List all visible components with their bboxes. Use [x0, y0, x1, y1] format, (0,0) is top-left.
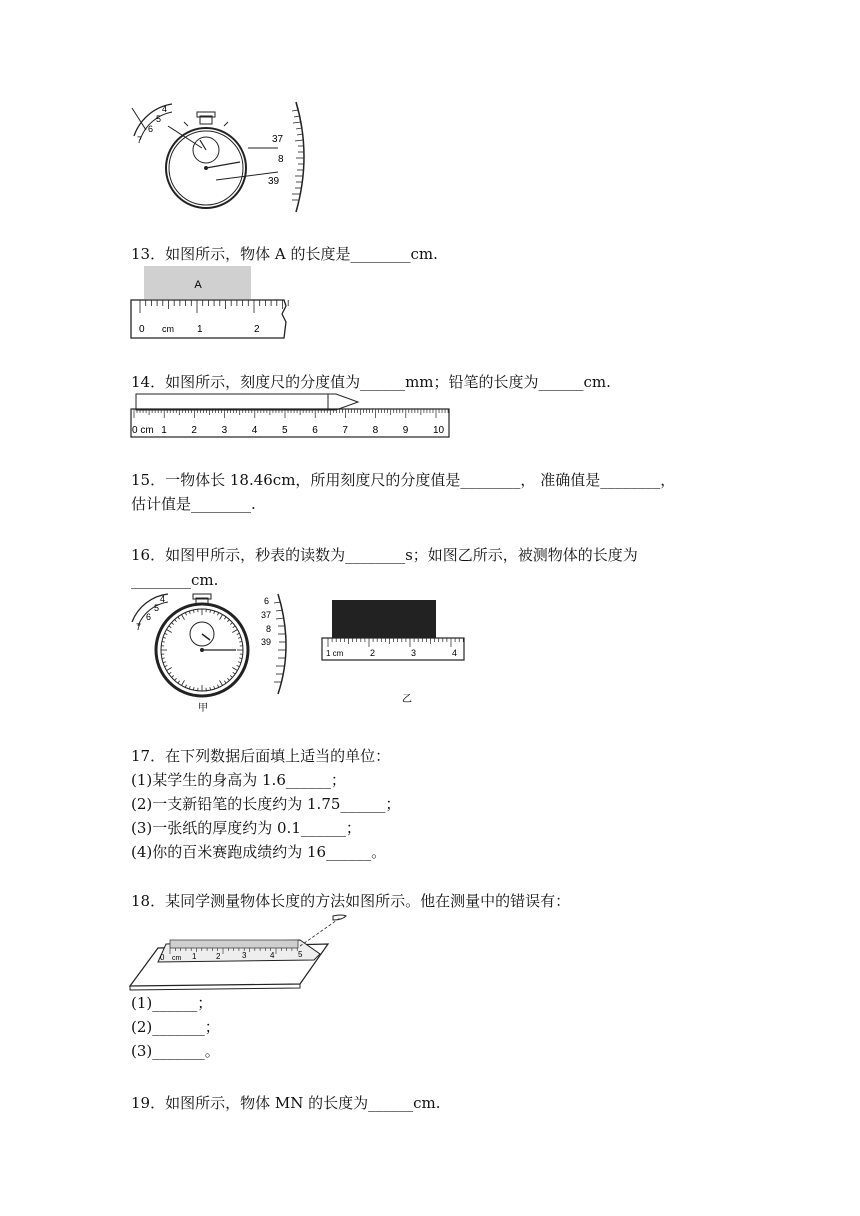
question-19-text: 19．如图所示，物体 MN 的长度为______cm. — [131, 1094, 441, 1112]
dial-tick — [178, 681, 180, 683]
top-small-dial-label: 6 — [148, 124, 154, 134]
q16-ruler-label: 4 — [452, 648, 458, 658]
q16-small-dial-label: 4 — [160, 594, 166, 604]
q16-big-dial-label: 6 — [264, 596, 270, 606]
dial-tick — [230, 675, 232, 677]
top-big-dial-label: 37 — [272, 134, 284, 145]
dial-tick — [169, 626, 171, 628]
q14-ruler-label: 8 — [372, 425, 379, 436]
question-17-item: (4)你的百米赛跑成绩约为 16______。 — [131, 843, 387, 861]
dial-tick — [224, 681, 226, 683]
q16-ruler-label: 3 — [411, 648, 417, 658]
q18-ruler-label: 5 — [298, 950, 303, 959]
question-15-line1: 15．一物体长 18.46cm，所用刻度尺的分度值是________， 准确值是________， — [131, 471, 676, 489]
q18-ruler-figure — [128, 910, 358, 992]
dial-tick — [227, 678, 229, 680]
stopwatch-figure-top — [128, 100, 318, 214]
dial-tick — [193, 687, 194, 690]
q13-ruler-label: 0 — [139, 324, 145, 335]
top-small-dial-label: 5 — [156, 114, 162, 124]
top-small-dial-label: 7 — [137, 135, 143, 145]
q14-ruler-figure — [130, 392, 452, 440]
question-15-line2: 估计值是________. — [131, 495, 256, 513]
question-16-line1: 16．如图甲所示，秒表的读数为________s；如图乙所示，被测物体的长度为 — [131, 546, 638, 564]
dial-tick — [224, 617, 226, 619]
q14-ruler-label: 6 — [312, 425, 318, 436]
dial-tick — [214, 686, 215, 689]
dial-tick — [185, 685, 186, 688]
q14-ruler-label: 4 — [251, 425, 258, 436]
dial-tick — [182, 680, 185, 685]
q16-big-dial-label: 37 — [261, 610, 272, 620]
dial-tick — [172, 623, 174, 625]
dial-tick — [239, 658, 242, 659]
dial-tick — [227, 620, 229, 622]
q14-ruler-label: 7 — [342, 425, 348, 436]
q14-ruler-label: 2 — [191, 425, 197, 436]
question-17-item: (2)一支新铅笔的长度约为 1.75______； — [131, 795, 401, 813]
dial-tick — [175, 620, 177, 622]
dial-tick — [166, 630, 171, 633]
label-jia: 甲 — [198, 703, 208, 714]
q13-ruler-label: 1 — [197, 324, 203, 335]
dial-tick — [238, 662, 241, 663]
question-17-item: (1)某学生的身高为 1.6______； — [131, 771, 346, 789]
dial-tick — [189, 611, 190, 614]
dial-tick — [217, 685, 218, 688]
stopwatch-figure-q16 — [128, 590, 298, 714]
q18-ruler-label: 3 — [242, 951, 247, 960]
q14-ruler-label: 3 — [221, 425, 228, 436]
dial-tick — [162, 641, 165, 642]
dial-tick — [217, 613, 218, 616]
q16-ruler-figure — [318, 598, 468, 706]
object-a-label: A — [194, 279, 202, 291]
dial-tick — [214, 611, 215, 614]
dial-tick — [165, 633, 168, 634]
q18-ruler-label: cm — [172, 955, 182, 962]
dial-tick — [178, 617, 180, 619]
q14-ruler-label: 5 — [282, 425, 288, 436]
dial-tick — [232, 630, 237, 633]
q16-small-dial-label: 7 — [136, 622, 142, 632]
question-18-title: 18．某同学测量物体长度的方法如图所示。他在测量中的错误有： — [131, 892, 571, 910]
dial-tick — [169, 672, 171, 674]
q14-ruler-label: 0 cm — [132, 425, 154, 436]
dial-tick — [232, 668, 237, 671]
question-17-item: (3)一张纸的厚度约为 0.1______； — [131, 819, 361, 837]
dial-tick — [220, 614, 223, 619]
question-14-text: 14．如图所示，刻度尺的分度值为______mm；铅笔的长度为______cm. — [131, 373, 611, 391]
label-yi: 乙 — [402, 694, 412, 705]
dial-tick — [182, 614, 185, 619]
q14-ruler-label: 1 — [161, 425, 167, 436]
dial-tick — [239, 641, 242, 642]
q13-ruler-label: 2 — [254, 324, 260, 335]
dial-tick — [237, 665, 240, 666]
dial-tick — [166, 668, 171, 671]
dial-tick — [237, 633, 240, 634]
dial-tick — [165, 665, 168, 666]
question-16-line2: ________cm. — [131, 571, 219, 589]
dial-tick — [238, 637, 241, 638]
dial-tick — [210, 687, 211, 690]
dial-tick — [230, 623, 232, 625]
q16-small-dial-label: 6 — [146, 612, 152, 622]
q18-ruler-label: 1 — [192, 952, 197, 961]
dial-tick — [163, 637, 166, 638]
dial-tick — [193, 610, 194, 613]
dial-tick — [233, 672, 235, 674]
q14-ruler-label: 9 — [402, 425, 409, 436]
question-17-title: 17．在下列数据后面填上适当的单位： — [131, 747, 391, 765]
q16-big-dial-label: 39 — [261, 637, 272, 647]
dial-tick — [172, 675, 174, 677]
top-big-dial-label: 8 — [278, 154, 284, 165]
dial-tick — [162, 658, 165, 659]
top-big-dial-label: 39 — [268, 176, 280, 187]
dial-tick — [233, 626, 235, 628]
dial-tick — [210, 610, 211, 613]
q18-ruler-label: 2 — [216, 952, 221, 961]
q16-big-dial-label: 8 — [266, 624, 272, 634]
q13-ruler-figure — [130, 266, 292, 340]
dial-tick — [185, 613, 186, 616]
question-13-text: 13．如图所示，物体 A 的长度是________cm. — [131, 245, 438, 263]
question-18-item: (3)_______。 — [131, 1042, 220, 1060]
question-18-item: (2)_______； — [131, 1018, 220, 1036]
q14-ruler-label: 10 — [433, 425, 445, 436]
top-small-dial-label: 4 — [162, 104, 168, 114]
dial-tick — [163, 662, 166, 663]
dial-tick — [220, 680, 223, 685]
q16-ruler-label: 1 cm — [326, 649, 344, 658]
q16-ruler-label: 2 — [370, 648, 376, 658]
question-18-item: (1)______； — [131, 994, 213, 1012]
dial-tick — [189, 686, 190, 689]
q18-ruler-label: 4 — [270, 951, 275, 960]
q13-ruler-label: cm — [162, 324, 174, 334]
q18-ruler-label: 0 — [160, 953, 165, 962]
q16-small-dial-label: 5 — [154, 603, 160, 613]
dial-tick — [175, 678, 177, 680]
